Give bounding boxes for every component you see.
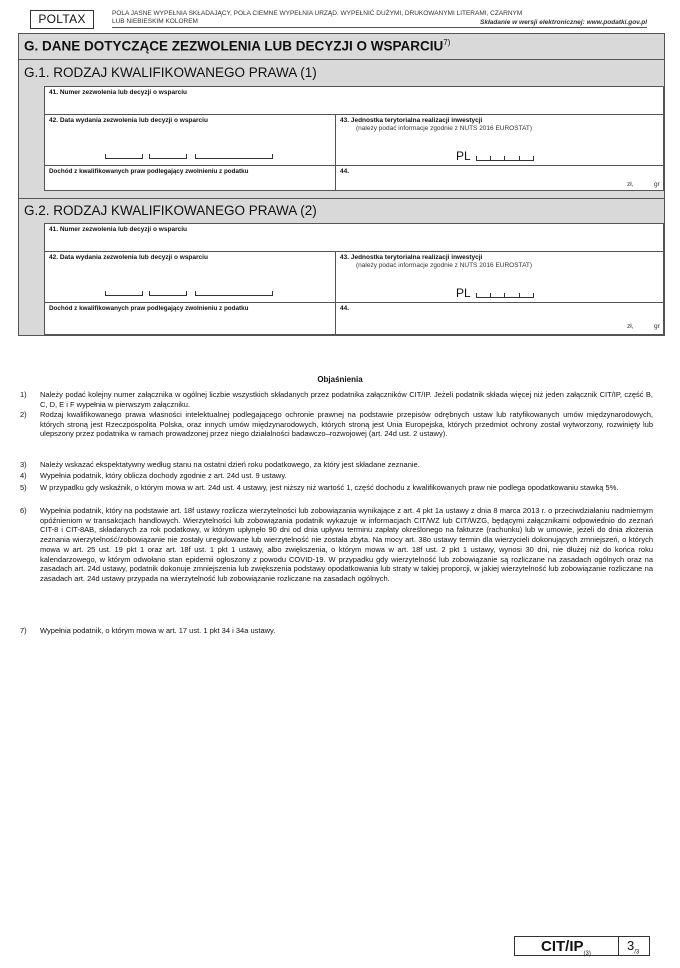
g2-issue-date-field[interactable] — [44, 251, 336, 303]
g2-permit-number-label: 41. Numer zezwolenia lub decyzji o wsparciu — [49, 226, 187, 233]
explanation-number: 6) — [20, 506, 27, 515]
header-divider — [112, 27, 647, 28]
explanation-text: W przypadku gdy wskaźnik, o którym mowa w art. 24d ust. 4 ustawy, jest niższy niż wartość 1, część dochodu z kwalifikowanych praw nie podlega opodatkowaniu stawką 5%. — [40, 483, 619, 492]
explanation-number: 5) — [20, 483, 27, 492]
g1-territorial-unit-label: 43. Jednostka terytorialna realizacji inwestycji — [340, 117, 483, 124]
explanation-text: Wypełnia podatnik, który oblicza dochody zgodnie z art. 24d ust. 9 ustawy. — [40, 471, 287, 480]
explanation-number: 2) — [20, 410, 27, 419]
g1-territorial-unit-field[interactable] — [335, 114, 664, 166]
section-title-text: G. DANE DOTYCZĄCE ZEZWOLENIA LUB DECYZJI O WSPARCIU — [24, 38, 444, 54]
explanation-item — [20, 471, 653, 481]
g1-gr-unit: gr — [654, 181, 660, 188]
explanation-item — [20, 483, 653, 493]
explanation-item — [20, 460, 653, 470]
g1-issue-date-field[interactable] — [44, 114, 336, 166]
g1-income-label-cell — [44, 165, 336, 191]
section-footnote: 7) — [443, 38, 451, 47]
form-logo: POLTAX — [30, 10, 94, 29]
g2-issue-date-label: 42. Data wydania zezwolenia lub decyzji o wsparciu — [49, 254, 208, 261]
page-total: /3 — [634, 949, 640, 956]
g2-zl-unit: zł, — [627, 323, 634, 330]
g1-date-boxes — [105, 153, 275, 159]
explanation-text: Wypełnia podatnik, który na podstawie art. 18f ustawy rozlicza wierzytelności lub zobowiązania wynikające z art. 4 pkt 1a ustawy z dnia 8 marca 2013 r. o przeciwdziałaniu nadmiernym opóźnieniom w transakcjach handlowych. Wierzytelności lub zobowiązania podatnik wykazuje w informacjach CIT/WZ lub CIT/WZG, będącymi załącznikami odpowiednio do zeznań CIT-8 i CIT-8AB, składanych za rok podatkowy, w którym upłynęło 90 dni od dnia upływu terminu zapłaty określonego na fakturze (rachunku) lub w umowie, jeżeli do dnia złożenia zeznania wierzytelność/zobowiązanie nie zostały uregulowane lub wierzytelność nie została zbyta. Na mocy art. 38o ustawy termin dla wierzycieli dokonujących zmniejszeń, o których mowa w art. 25 ust. 19 pkt 1 oraz art. 18f ust. 1 pkt 1 ustawy, albo zwiększenia, o którym mowa w art. 18f ust. 2 pkt 1 ustawy, wynosi 30 dni, nie dłużej niż do końca roku kalendarzowego, w którym odwołano stan epidemii ogłoszony z powodu COVID-19. W przypadku gdy wierzytelność lub zobowiązanie są rozliczane na zasadach ogólnych oraz na zasadach art. 24d ustawy, podatnik dokonuje zmniejszenia lub zwiększenia podstawy opodatkowania lub straty w takiej proporcji, w jakiej wierzytelność lub zobowiązanie rozliczane na zasadach art. 24d ustawy przypada na wierzytelność lub zobowiązanie rozliczane na zasadach ogólnych. — [40, 506, 653, 583]
explanation-number: 4) — [20, 471, 27, 480]
g2-income-label-cell — [44, 302, 336, 335]
g2-territorial-unit-label: 43. Jednostka terytorialna realizacji inwestycji — [340, 254, 483, 261]
form-code-text: CIT/IP — [541, 938, 584, 955]
form-version: (3) — [583, 951, 591, 957]
explanation-number: 1) — [20, 390, 27, 399]
page-current: 3 — [627, 938, 635, 953]
g2-income-field[interactable] — [335, 302, 664, 335]
form-code — [541, 938, 591, 957]
g2-date-boxes — [105, 290, 275, 296]
g2-income-label: Dochód z kwalifikowanych praw podlegający zwolnieniu z podatku — [49, 305, 249, 312]
explanation-item — [20, 390, 653, 409]
g1-income-label: Dochód z kwalifikowanych praw podlegający zwolnieniu z podatku — [49, 168, 249, 175]
section-divider — [19, 59, 664, 60]
g1-nuts-boxes — [476, 155, 534, 161]
g1-pl-prefix: PL — [456, 149, 471, 163]
subsection-g2-title: G.2. RODZAJ KWALIFIKOWANEGO PRAWA (2) — [24, 203, 317, 218]
form-code-box — [514, 936, 650, 956]
explanation-item — [20, 626, 653, 636]
g2-permit-number-field[interactable] — [44, 223, 664, 252]
subsection-divider — [19, 198, 664, 199]
subsection-g1-title: G.1. RODZAJ KWALIFIKOWANEGO PRAWA (1) — [24, 65, 317, 80]
electronic-filing-note: Składanie w wersji elektronicznej: www.podatki.gov.pl — [480, 19, 647, 26]
g2-nuts-boxes — [476, 292, 534, 298]
g2-gr-unit: gr — [654, 323, 660, 330]
g1-permit-number-field[interactable] — [44, 86, 664, 115]
section-g — [18, 33, 665, 336]
g1-territorial-unit-note: (należy podać informacje zgodnie z NUTS 2016 EUROSTAT) — [356, 125, 533, 132]
g2-pl-prefix: PL — [456, 286, 471, 300]
explanation-number: 7) — [20, 626, 27, 635]
g1-zl-unit: zł, — [627, 181, 634, 188]
explanation-text: Rodzaj kwalifikowanego prawa własności intelektualnej podlegającego ochronie prawnej na podstawie przepisów odrębnych ustaw lub ratyfikowanych umów międzynarodowych, których stroną jest Rzeczpospolita Polska, oraz innych umów międzynarodowych, których stroną jest Unia Europejska, których przedmiot ochrony został wytworzony, rozwinięty lub ulepszony przez podatnika w ramach prowadzonej przez niego działalności badawczo–rozwojowej (art. 24d ust. 2 ustawy). — [40, 410, 653, 439]
section-title — [24, 38, 450, 54]
explanation-text: Należy podać kolejny numer załącznika w ogólnej liczbie wszystkich składanych przez podatnika załączników CIT/IP. Jeżeli podatnik składa więcej niż jeden załącznik CIT/IP, część B, C, D, E i F wypełnia w pierwszym załączniku. — [40, 390, 653, 409]
g2-territorial-unit-note: (należy podać informacje zgodnie z NUTS 2016 EUROSTAT) — [356, 262, 533, 269]
explanations-title: Objaśnienia — [317, 375, 363, 384]
g1-permit-number-label: 41. Numer zezwolenia lub decyzji o wsparciu — [49, 89, 187, 96]
g2-income-number: 44. — [340, 305, 350, 312]
explanation-number: 3) — [20, 460, 27, 469]
explanation-text: Należy wskazać ekspektatywny według stanu na ostatni dzień roku podatkowego, za który jest składane zeznanie. — [40, 460, 420, 469]
explanation-text: Wypełnia podatnik, o którym mowa w art. 17 ust. 1 pkt 34 i 34a ustawy. — [40, 626, 276, 635]
explanation-item — [20, 506, 653, 584]
footer-divider — [618, 937, 619, 955]
g1-income-field[interactable] — [335, 165, 664, 191]
fill-instructions: POLA JASNE WYPEŁNIA SKŁADAJĄCY, POLA CIEMNE WYPEŁNIA URZĄD. WYPEŁNIĆ DUŻYMI, DRUKOWANYMI LITERAMI, CZARNYM LUB NIEBIESKIM KOLOREM — [112, 10, 523, 25]
g2-territorial-unit-field[interactable] — [335, 251, 664, 303]
g1-issue-date-label: 42. Data wydania zezwolenia lub decyzji o wsparciu — [49, 117, 208, 124]
page-number — [627, 938, 639, 956]
g1-income-number: 44. — [340, 168, 350, 175]
explanation-item — [20, 410, 653, 439]
